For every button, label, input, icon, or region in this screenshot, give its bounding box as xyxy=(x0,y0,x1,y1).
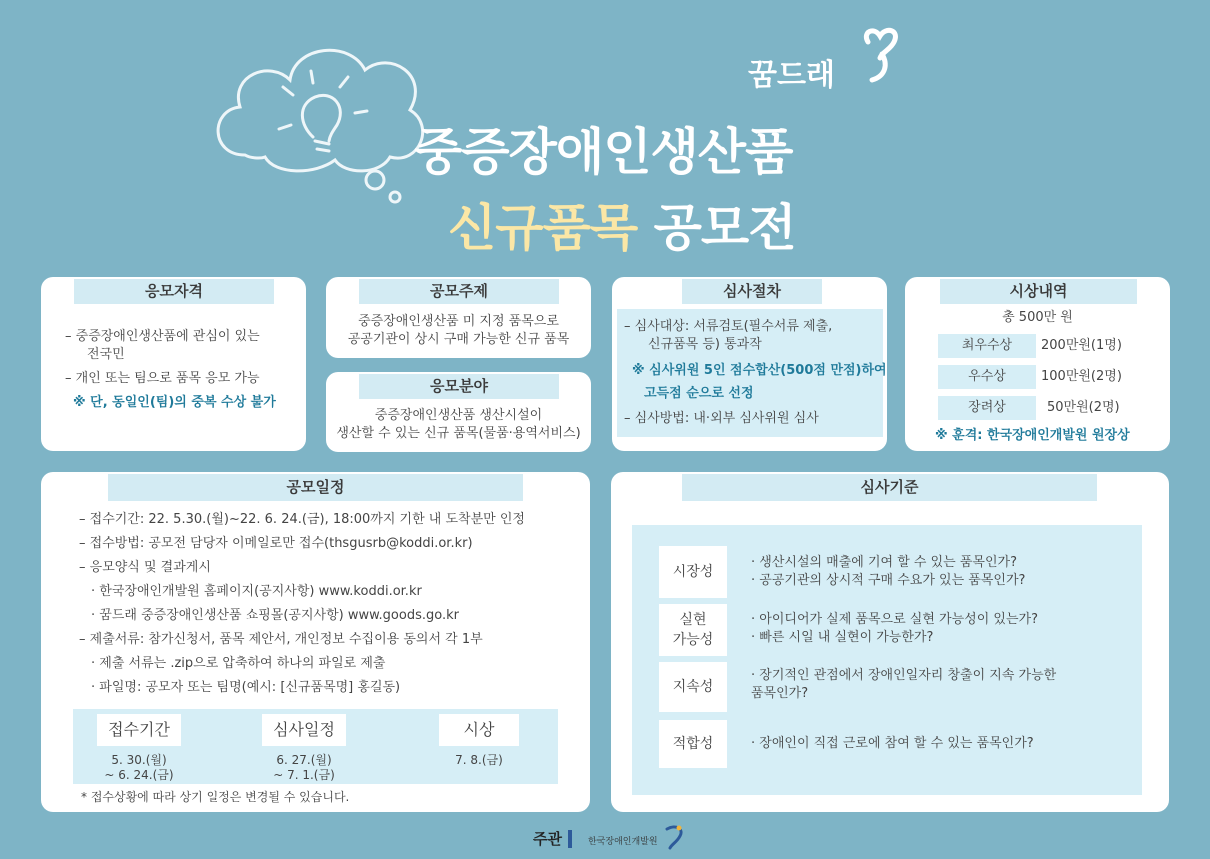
criterion-label xyxy=(659,546,727,598)
topic-line: 중증장애인생산품 미 지정 품목으로 xyxy=(358,314,559,329)
schedule-line: · 꿈드래 중증장애인생산품 쇼핑몰(공지사항) www.goods.go.kr xyxy=(91,608,459,623)
procedure-note: ※ 심사위원 5인 점수합산(500점 만점)하여 xyxy=(632,363,887,378)
criteria-heading: 심사기준 xyxy=(682,474,1097,501)
title-highlight: 신규품목 xyxy=(448,199,638,257)
org-logo-icon xyxy=(664,824,686,850)
phase-date: ~ 6. 24.(금) xyxy=(104,768,174,782)
procedure-method: – 심사방법: 내·외부 심사위원 심사 xyxy=(624,411,819,426)
criterion-label-text: 지속성 xyxy=(672,679,714,695)
awards-note: ※ 훈격: 한국장애인개발원 원장상 xyxy=(935,428,1130,443)
lightbulb-cloud-icon xyxy=(205,25,435,205)
topic-line: 공공기관이 상시 구매 가능한 신규 품목 xyxy=(347,332,570,347)
schedule-card xyxy=(41,472,590,812)
phase-date: 6. 27.(월) xyxy=(276,753,332,767)
page-title-line2 xyxy=(448,188,796,260)
criterion-label-text: 가능성 xyxy=(672,632,714,648)
schedule-line: · 파일명: 공모자 또는 팀명(예시: [신규품목명] 홍길동) xyxy=(91,680,401,695)
eligibility-card xyxy=(41,277,306,451)
topic-card xyxy=(326,277,591,358)
criterion-label-text: 실현 xyxy=(679,612,707,628)
schedule-line: – 접수기간: 22. 5.30.(월)~22. 6. 24.(금), 18:00까지 기한 내 도착분만 인정 xyxy=(79,512,525,527)
award-value: 200만원(1명) xyxy=(1041,338,1122,353)
criterion-label xyxy=(659,662,727,712)
phase-date: 7. 8.(금) xyxy=(455,753,503,767)
criterion-line: · 생산시설의 매출에 기여 할 수 있는 품목인가? xyxy=(751,555,1018,570)
field-line: 중증장애인생산품 생산시설이 xyxy=(374,408,543,423)
eligibility-item: – 개인 또는 팀으로 품목 응모 가능 xyxy=(65,371,260,386)
eligibility-item: 전국민 xyxy=(87,347,125,362)
criteria-card xyxy=(611,472,1169,812)
title-rest: 공모전 xyxy=(653,199,796,257)
criterion-label-text: 시장성 xyxy=(672,564,714,580)
topic-heading: 공모주제 xyxy=(359,279,559,304)
procedure-line: – 심사대상: 서류검토(필수서류 제출, xyxy=(624,319,833,334)
award-value: 100만원(2명) xyxy=(1041,369,1122,384)
award-label: 최우수상 xyxy=(938,334,1036,358)
schedule-footnote: * 접수상황에 따라 상기 일정은 변경될 수 있습니다. xyxy=(81,790,350,804)
criterion-label xyxy=(659,720,727,768)
criterion-line: · 아이디어가 실제 품목으로 실현 가능성이 있는가? xyxy=(751,612,1038,627)
award-label: 장려상 xyxy=(938,396,1036,420)
procedure-card xyxy=(612,277,887,451)
criterion-label-text: 적합성 xyxy=(672,736,714,752)
brand-logo-text: 꿈드래 xyxy=(748,58,835,93)
procedure-line: 신규품목 등) 통과작 xyxy=(648,337,762,352)
schedule-line: – 접수방법: 공모전 담당자 이메일로만 접수(thsgusrb@koddi.or.kr) xyxy=(79,536,473,551)
footer-divider xyxy=(568,830,572,848)
schedule-heading: 공모일정 xyxy=(108,474,523,501)
phase-label: 시상 xyxy=(439,714,519,746)
award-label: 우수상 xyxy=(938,365,1036,389)
criterion-line: 품목인가? xyxy=(751,686,809,701)
criterion-label xyxy=(659,604,727,656)
awards-card xyxy=(905,277,1170,451)
criterion-line: · 장애인이 직접 근로에 참여 할 수 있는 품목인가? xyxy=(751,736,1034,751)
criterion-line: · 빠른 시일 내 실현이 가능한가? xyxy=(751,630,934,645)
phase-label: 심사일정 xyxy=(262,714,346,746)
eligibility-item: – 중증장애인생산품에 관심이 있는 xyxy=(65,329,260,344)
award-value: 50만원(2명) xyxy=(1047,400,1120,415)
page-title-line1: 중증장애인생산품 xyxy=(414,123,793,181)
eligibility-heading: 응모자격 xyxy=(74,279,274,304)
procedure-heading: 심사절차 xyxy=(682,279,822,304)
phase-date: ~ 7. 1.(금) xyxy=(273,768,335,782)
schedule-line: – 제출서류: 참가신청서, 품목 제안서, 개인정보 수집이용 동의서 각 1부 xyxy=(79,632,483,647)
awards-total: 총 500만 원 xyxy=(1002,310,1073,325)
schedule-line: · 제출 서류는 .zip으로 압축하여 하나의 파일로 제출 xyxy=(91,656,386,671)
field-card xyxy=(326,372,591,452)
footer-host-label: 주관 xyxy=(533,830,562,848)
schedule-line: – 응모양식 및 결과게시 xyxy=(79,560,211,575)
footer xyxy=(0,822,1210,859)
field-heading: 응모분야 xyxy=(359,374,559,399)
procedure-note: 고득점 순으로 선정 xyxy=(644,386,754,401)
eligibility-note: ※ 단, 동일인(팀)의 중복 수상 불가 xyxy=(73,395,276,410)
awards-heading: 시상내역 xyxy=(940,279,1137,304)
schedule-line: · 한국장애인개발원 홈페이지(공지사항) www.koddi.or.kr xyxy=(91,584,422,599)
phase-date: 5. 30.(월) xyxy=(111,753,167,767)
criterion-line: · 공공기관의 상시적 구매 수요가 있는 품목인가? xyxy=(751,573,1026,588)
heart-icon xyxy=(858,24,906,84)
field-line: 생산할 수 있는 신규 품목(물품·용역서비스) xyxy=(336,426,581,441)
footer-org-name: 한국장애인개발원 xyxy=(588,837,658,847)
brand-logo xyxy=(748,24,908,94)
phase-label: 접수기간 xyxy=(97,714,181,746)
criterion-line: · 장기적인 관점에서 장애인일자리 창출이 지속 가능한 xyxy=(751,668,1057,683)
